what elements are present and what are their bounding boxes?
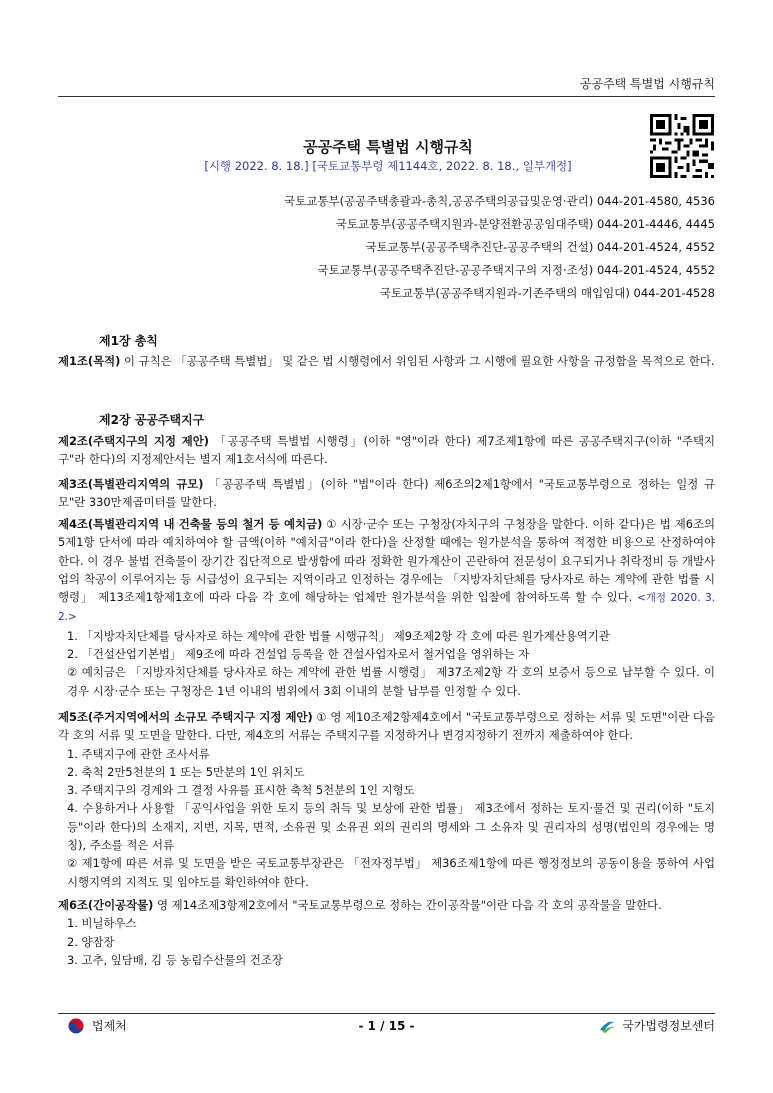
paragraph: ② 예치금은 「지방자치단체를 당사자로 하는 계약에 관한 법률 시행령」 제37조제2항 각 호의 보증서 등으로 납부할 수 있다. 이 경우 시장·군수 또는 구청장은 1년 이내의 범위에서 3회 이내의 분할 납부를 인정할 수 있다. (67, 665, 715, 698)
list-item: 1. 비닐하우스 (67, 916, 137, 931)
article-4 (58, 515, 715, 700)
footer-right (598, 1017, 715, 1034)
enforcement-info: [시행 2022. 8. 18.] [국토교통부령 제1144호, 2022. 8. 18., 일부개정] (204, 159, 572, 173)
article-text: 영 제14조제3항제2호에서 "국토교통부령으로 정하는 간이공작물"이란 다음 각 호의 공작물을 말한다. (153, 898, 662, 912)
contact-line: 국토교통부(공공주택총괄과-총칙,공공주택의공급및운영·관리) 044-201-4580, 4536 (284, 194, 715, 208)
article-heading: 제2조(주택지구의 지정 제안) (58, 434, 209, 448)
header-rule (58, 96, 715, 97)
page-footer (58, 1013, 715, 1033)
article-heading: 제1조(목적) (58, 354, 121, 368)
list-item: 2. 축척 2만5천분의 1 또는 5만분의 1인 위치도 (67, 764, 305, 779)
article-2 (58, 432, 715, 469)
article-6 (58, 896, 715, 969)
list-item: 2. 「건설산업기본법」 제9조에 따라 건설업 등록을 한 건설사업자로서 철거업을 영위하는 자 (67, 647, 530, 662)
list-item: 1. 「지방자치단체를 당사자로 하는 계약에 관한 법률 시행규칙」 제9조제2항 각 호에 따른 원가계산용역기관 (67, 628, 610, 643)
list-item: 3. 고추, 잎담배, 김 등 농림수산물의 건조장 (67, 952, 283, 967)
article-text: ① 영 제10조제2항제4호에서 "국토교통부령으로 정하는 서류 및 도면"이란 다음 각 호의 서류 및 도면을 말한다. 다만, 제4호의 서류는 주택지구를 지정하거나 변경지정하기 전까지 제출하여야 한다. (58, 710, 715, 743)
contact-line: 국토교통부(공공주택지원과-분양전환공공임대주택) 044-201-4446, 4445 (335, 217, 715, 231)
article-5 (58, 708, 715, 891)
list-item: 2. 양잠장 (67, 934, 115, 949)
article-heading: 제4조(특별관리지역 내 건축물 등의 철거 등 예치금) (58, 517, 323, 531)
article-text: 「공공주택 특별법」(이하 "법"이라 한다) 제6조의2제1항에서 "국토교통부령으로 정하는 일정 규모"란 330만제곱미터를 말한다. (58, 477, 715, 510)
list-item: 3. 주택지구의 경계와 그 결정 사유를 표시한 축척 5천분의 1인 지형도 (67, 783, 415, 798)
amendment-note: <개정 2020. 3. 2.> (58, 592, 715, 624)
article-3 (58, 475, 715, 512)
document-title: 공공주택 특별법 시행규칙 (303, 138, 473, 156)
contact-line: 국토교통부(공공주택추진단-공공주택지구의 지정·조성) 044-201-4524, 4552 (317, 263, 715, 277)
chapter-heading: 제2장 공공주택지구 (99, 413, 205, 427)
list-item: 4. 수용하거나 사용할 「공익사업을 위한 토지 등의 취득 및 보상에 관한 법률」 제3조에서 정하는 토지·물건 및 권리(이하 "토지등"이라 한다)의 소재지, 지번, 지목, 면적, 소유권 및 소유권 외의 권리의 명세와 그 소유자 및 권리자의 성명(법인의 경우에는 명칭), 주소를 적은 서류 (67, 801, 715, 853)
footer-rule (58, 1013, 715, 1014)
contact-line: 국토교통부(공공주택지원과-기존주택의 매입임대) 044-201-4528 (379, 286, 715, 300)
article-1 (58, 352, 715, 370)
header-doc-title: 공공주택 특별법 시행규칙 (579, 77, 715, 91)
article-heading: 제6조(간이공작물) (58, 898, 154, 912)
article-text: ① 시장·군수 또는 구청장(자치구의 구청장을 말한다. 이하 같다)은 법 제6조의5제1항 단서에 따라 예치하여야 할 금액(이하 "예치금"이라 한다)을 산정할 때에는 원가분석을 통하여 적정한 비용으로 산정하여야 한다. 이 경우 불법 건축물이 장기간 집단적으로 발생함에 따라 정확한 원가계산이 곤란하여 전문성이 요구되거나 취락정비 등 개발사업의 착공이 이루어지는 등 시급성이 요구되는 지역이라고 인정하는 경우에는 「지방자치단체를 당사자로 하는 계약에 관한 법률 시행령」 제13조제1항제1호에 따라 다음 각 호에 해당하는 업체만 원가분석을 위한 입찰에 참여하도록 할 수 있다. (58, 517, 715, 605)
article-heading: 제3조(특별관리지역의 규모) (58, 477, 204, 491)
article-text: 「공공주택 특별법 시행령」(이하 "영"이라 한다) 제7조제1항에 따른 공공주택지구(이하 "주택지구"라 한다)의 지정제안서는 별지 제1호서식에 따른다. (58, 434, 716, 467)
contact-line: 국토교통부(공공주택추진단-공공주택의 건설) 044-201-4524, 4552 (365, 240, 715, 254)
chapter-heading: 제1장 총칙 (99, 334, 158, 348)
law-center-logo-icon (598, 1018, 616, 1034)
article-heading: 제5조(주거지역에서의 소규모 주택지구 지정 제안) (58, 710, 313, 724)
footer-source: 국가법령정보센터 (622, 1019, 715, 1033)
footer-publisher: 법제처 (92, 1019, 127, 1033)
list-item: 1. 주택지구에 관한 조사서류 (67, 746, 210, 761)
article-text: 이 규칙은 「공공주택 특별법」 및 같은 법 시행령에서 위임된 사항과 그 시행에 필요한 사항을 규정함을 목적으로 한다. (120, 354, 715, 368)
paragraph: ② 제1항에 따른 서류 및 도면을 받은 국토교통부장관은 「전자정부법」 제36조제1항에 따른 행정정보의 공동이용을 통하여 사업시행지역의 지적도 및 임야도를 확인하여야 한다. (67, 856, 715, 889)
page-number: - 1 / 15 - (358, 1019, 415, 1033)
